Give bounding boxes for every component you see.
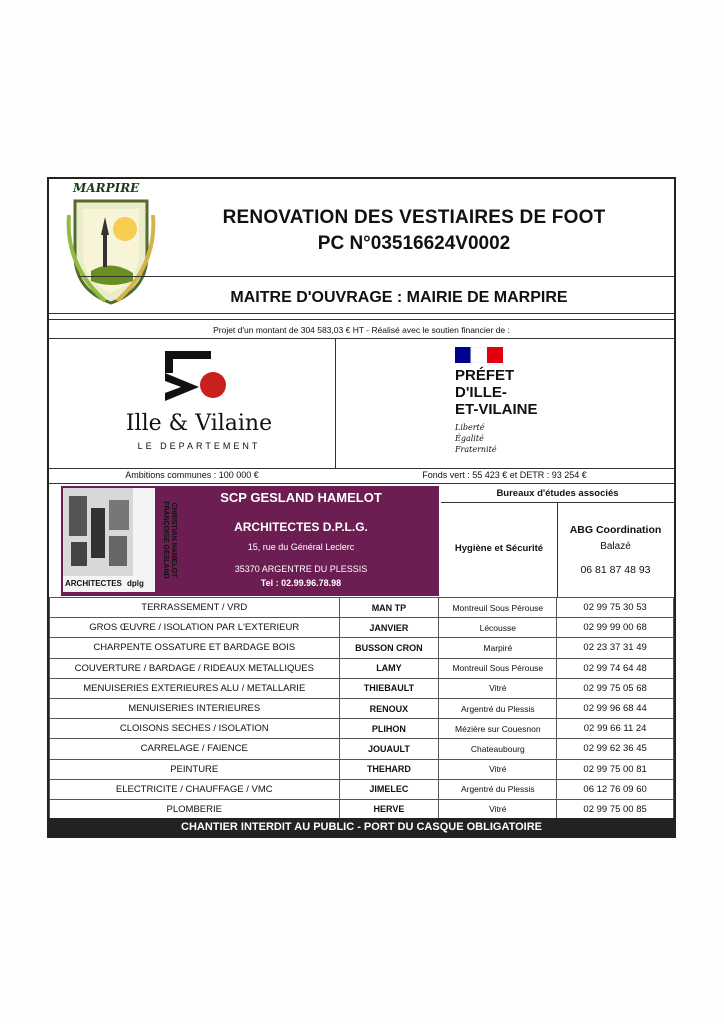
stamp-names: CHRISTIAN HAMELOT FRANÇOISE GESLAND <box>162 501 177 579</box>
company-cell: JIMELEC <box>339 779 439 799</box>
phone-cell: 02 99 75 30 53 <box>557 598 674 618</box>
town-cell: Chateaubourg <box>439 739 557 759</box>
lot-cell: ELECTRICITE / CHAUFFAGE / VMC <box>50 779 340 799</box>
bureau-town: Balazé <box>600 541 631 552</box>
architect-street: 15, rue du Général Leclerc <box>247 542 355 552</box>
town-cell: Marpiré <box>439 638 557 658</box>
lot-cell: CHARPENTE OSSATURE ET BARDAGE BOIS <box>50 638 340 658</box>
table-row <box>50 638 674 658</box>
table-row <box>50 719 674 739</box>
company-cell: HERVE <box>339 799 439 819</box>
bureaux-heading: Bureaux d'études associés <box>496 488 619 499</box>
contractors-table <box>49 597 674 820</box>
divider <box>79 276 674 277</box>
stamp-dplg: dplg <box>127 579 144 588</box>
town-cell: Montreuil Sous Pérouse <box>439 598 557 618</box>
table-row <box>50 698 674 718</box>
funding-line: Projet d'un montant de 304 583,03 € HT - Réalisé avec le soutien financier de : <box>213 325 510 335</box>
town-cell: Vitré <box>439 678 557 698</box>
phone-cell: 02 99 75 00 81 <box>557 759 674 779</box>
bureau-phone: 06 81 87 48 93 <box>580 564 651 576</box>
company-cell: JANVIER <box>339 618 439 638</box>
phone-cell: 02 99 96 68 44 <box>557 698 674 718</box>
company-cell: THEHARD <box>339 759 439 779</box>
architect-city: 35370 ARGENTRE DU PLESSIS <box>234 564 368 574</box>
phone-cell: 02 99 75 05 68 <box>557 678 674 698</box>
divider <box>49 338 674 339</box>
marianne-flag-icon <box>455 347 503 363</box>
company-cell: MAN TP <box>339 598 439 618</box>
crest-icon <box>61 195 161 310</box>
phone-cell: 02 99 75 00 85 <box>557 799 674 819</box>
company-cell: JOUAULT <box>339 739 439 759</box>
prefet-logo <box>455 347 605 463</box>
logo-town-name: MARPIRE <box>73 181 140 195</box>
architect-photo-icon <box>63 488 133 576</box>
lot-cell: CARRELAGE / FAIENCE <box>50 739 340 759</box>
lot-cell: PLOMBERIE <box>50 799 340 819</box>
company-cell: RENOUX <box>339 698 439 718</box>
architect-panel <box>61 486 439 596</box>
ille-vilaine-logo <box>109 351 289 461</box>
project-title: RENOVATION DES VESTIAIRES DE FOOT <box>222 207 606 228</box>
site-sign-board <box>47 177 676 838</box>
architect-firm: SCP GESLAND HAMELOT <box>220 490 382 505</box>
bureau-role: Hygiène et Sécurité <box>454 543 544 554</box>
divider <box>49 483 674 484</box>
ille-vilaine-emblem-icon <box>159 351 239 411</box>
lot-cell: PEINTURE <box>50 759 340 779</box>
table-row <box>50 739 674 759</box>
table-row <box>50 678 674 698</box>
company-cell: LAMY <box>339 658 439 678</box>
stamp-label: ARCHITECTES <box>65 579 122 588</box>
ille-vilaine-amount: Ambitions communes : 100 000 € <box>125 470 259 480</box>
town-cell: Montreuil Sous Pérouse <box>439 658 557 678</box>
prefet-line2: D'ILLE- <box>455 384 507 401</box>
town-cell: Argentré du Plessis <box>439 779 557 799</box>
divider <box>49 468 674 469</box>
town-cell: Argentré du Plessis <box>439 698 557 718</box>
lot-cell: MENUISERIES INTERIEURES <box>50 698 340 718</box>
permit-number: PC N°03516624V0002 <box>317 233 511 254</box>
divider <box>335 338 336 468</box>
town-cell: Lécousse <box>439 618 557 638</box>
safety-notice: CHANTIER INTERDIT AU PUBLIC - PORT DU CASQUE OBLIGATOIRE <box>49 818 674 836</box>
motto-egalite: Égalité <box>455 434 484 443</box>
divider <box>49 313 674 314</box>
town-cell: Vitré <box>439 799 557 819</box>
ille-vilaine-name: Ille & Vilaine <box>125 411 273 436</box>
lot-cell: MENUISERIES EXTERIEURES ALU / METALLARIE <box>50 678 340 698</box>
prefet-amount: Fonds vert : 55 423 € et DETR : 93 254 € <box>422 470 587 480</box>
prefet-line3: ET-VILAINE <box>455 401 538 418</box>
table-row <box>50 658 674 678</box>
table-row <box>50 598 674 618</box>
phone-cell: 02 23 37 31 49 <box>557 638 674 658</box>
ille-vilaine-subtitle: LE DEPARTEMENT <box>137 441 261 451</box>
lot-cell: TERRASSEMENT / VRD <box>50 598 340 618</box>
project-owner: MAITRE D'OUVRAGE : MAIRIE DE MARPIRE <box>230 289 568 306</box>
company-cell: PLIHON <box>339 719 439 739</box>
phone-cell: 06 12 76 09 60 <box>557 779 674 799</box>
motto-fraternite: Fraternité <box>455 445 497 454</box>
architect-stamp <box>63 488 177 592</box>
town-cell: Vitré <box>439 759 557 779</box>
lot-cell: GROS ŒUVRE / ISOLATION PAR L'EXTERIEUR <box>50 618 340 638</box>
lot-cell: COUVERTURE / BARDAGE / RIDEAUX METALLIQUES <box>50 658 340 678</box>
prefet-line1: PRÉFET <box>455 367 515 384</box>
table-row <box>50 618 674 638</box>
table-row <box>50 759 674 779</box>
architect-tel: Tel : 02.99.96.78.98 <box>260 578 342 588</box>
motto-liberte: Liberté <box>455 423 485 432</box>
phone-cell: 02 99 74 64 48 <box>557 658 674 678</box>
company-cell: THIEBAULT <box>339 678 439 698</box>
divider <box>49 319 674 320</box>
phone-cell: 02 99 62 36 45 <box>557 739 674 759</box>
marpire-logo <box>61 179 161 309</box>
bureau-company: ABG Coordination <box>569 524 662 536</box>
table-row <box>50 779 674 799</box>
phone-cell: 02 99 99 00 68 <box>557 618 674 638</box>
phone-cell: 02 99 66 11 24 <box>557 719 674 739</box>
table-row <box>50 799 674 819</box>
lot-cell: CLOISONS SECHES / ISOLATION <box>50 719 340 739</box>
town-cell: Mézière sur Couesnon <box>439 719 557 739</box>
company-cell: BUSSON CRON <box>339 638 439 658</box>
architect-title: ARCHITECTES D.P.L.G. <box>234 520 368 534</box>
